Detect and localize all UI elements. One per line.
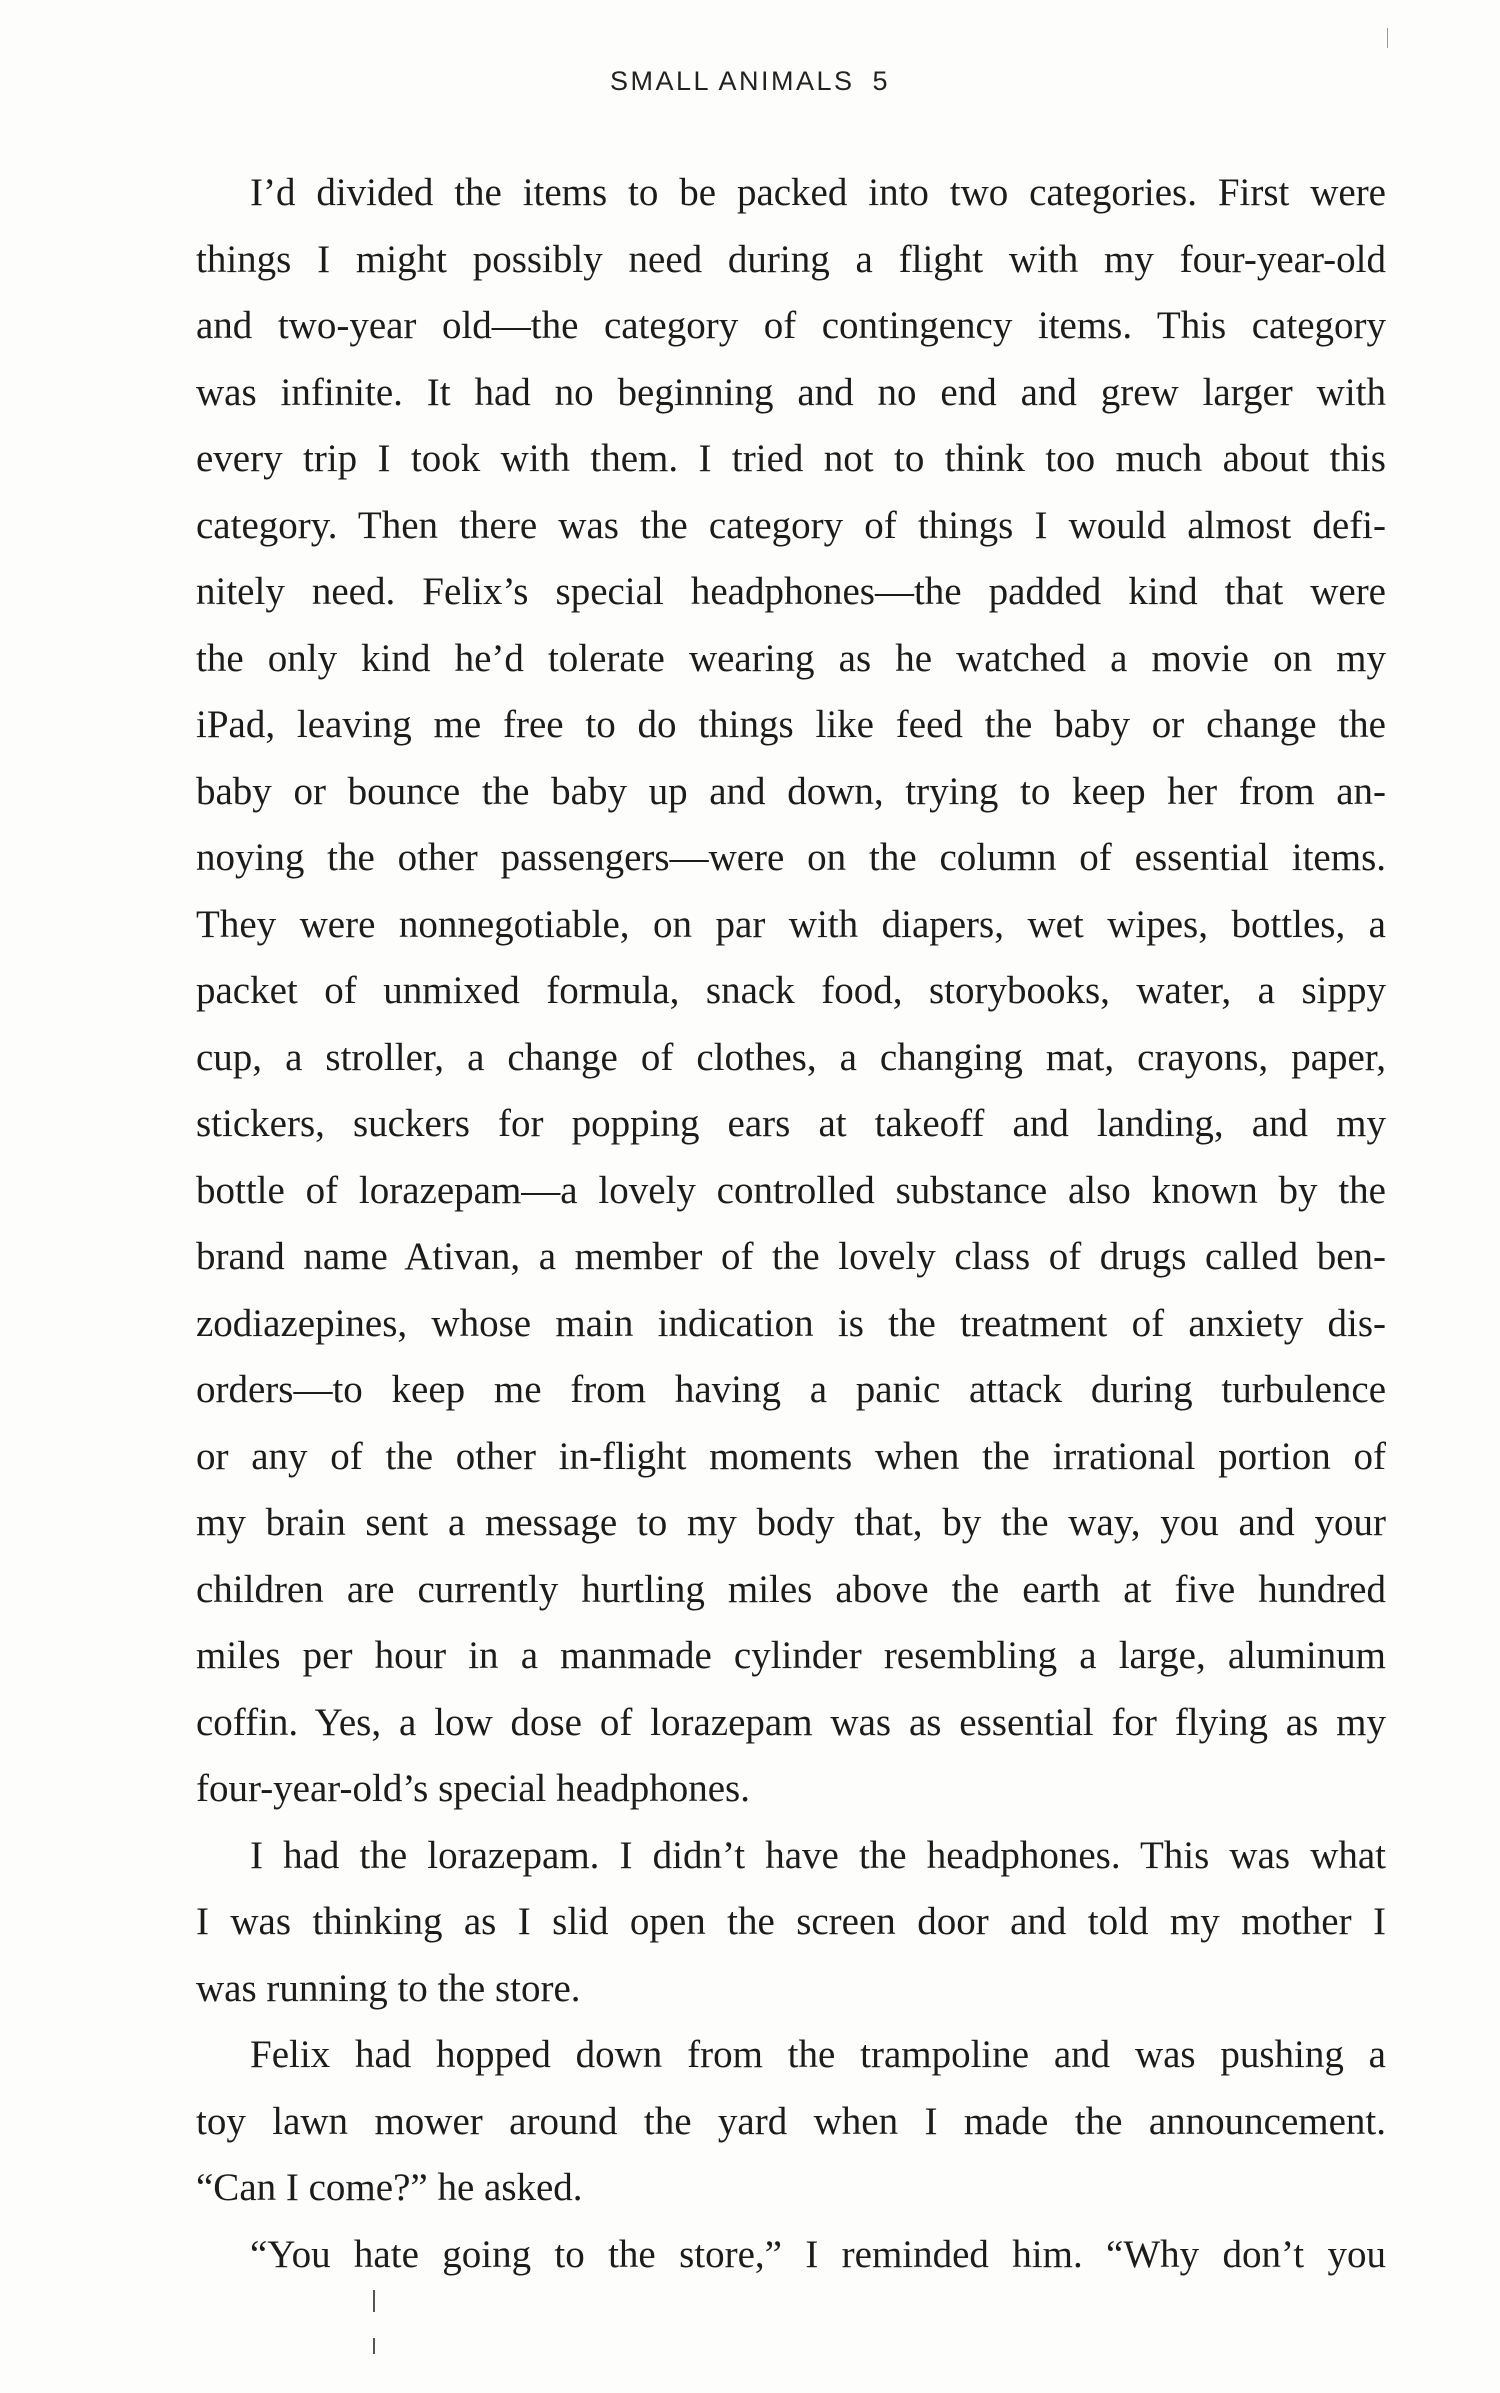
text-line: iPad, leaving me free to do things like feed the baby or change the [196, 703, 1386, 746]
text-line: or any of the other in-flight moments when the irrational portion of [196, 1434, 1386, 1478]
text-line: “Can I come?” he asked. [196, 2166, 583, 2209]
page-number: 5 [872, 66, 891, 96]
text-line: miles per hour in a manmade cylinder resembling a large, aluminum [196, 1634, 1386, 1677]
running-head [0, 66, 1500, 97]
scan-mark [1387, 28, 1388, 48]
text-line: nitely need. Felix’s special headphones—the padded kind that were [196, 570, 1386, 613]
book-title: SMALL ANIMALS [609, 66, 855, 96]
text-line: They were nonnegotiable, on par with diapers, wet wipes, bottles, a [196, 902, 1386, 946]
text-line: and two-year old—the category of contingency items. This category [196, 304, 1386, 347]
body-text [196, 160, 1386, 2288]
text-line: was infinite. It had no beginning and no end and grew larger with [196, 370, 1386, 414]
scan-mark [373, 2338, 375, 2354]
text-line: noying the other passengers—were on the column of essential items. [196, 836, 1386, 879]
text-line: toy lawn mower around the yard when I made the announcement. [196, 2099, 1386, 2143]
text-line: the only kind he’d tolerate wearing as he watched a movie on my [196, 636, 1386, 680]
text-line: brand name Ativan, a member of the lovely class of drugs called ben- [196, 1235, 1386, 1278]
scan-mark [373, 2290, 375, 2312]
text-line: cup, a stroller, a change of clothes, a changing mat, crayons, paper, [196, 1035, 1386, 1079]
text-line: stickers, suckers for popping ears at takeoff and landing, and my [196, 1102, 1386, 1145]
text-line: coffin. Yes, a low dose of lorazepam was as essential for flying as my [196, 1700, 1386, 1744]
text-line: my brain sent a message to my body that, by the way, you and your [196, 1501, 1386, 1544]
text-line: bottle of lorazepam—a lovely controlled substance also known by the [196, 1168, 1386, 1212]
text-line: every trip I took with them. I tried not to think too much about this [196, 437, 1386, 480]
text-line: “You hate going to the store,” I reminded him. “Why don’t you [250, 2232, 1386, 2276]
text-line: category. Then there was the category of things I would almost defi- [196, 503, 1386, 547]
text-line: baby or bounce the baby up and down, trying to keep her from an- [196, 769, 1386, 813]
text-line: packet of unmixed formula, snack food, storybooks, water, a sippy [196, 969, 1386, 1012]
text-line: I’d divided the items to be packed into two categories. First were [250, 171, 1386, 214]
text-line: I had the lorazepam. I didn’t have the headphones. This was what [250, 1833, 1386, 1877]
text-line: orders—to keep me from having a panic attack during turbulence [196, 1368, 1386, 1411]
text-line: was running to the store. [196, 1966, 581, 2010]
text-line: four-year-old’s special headphones. [196, 1767, 750, 1810]
text-line: things I might possibly need during a flight with my four-year-old [196, 237, 1386, 281]
text-line: zodiazepines, whose main indication is the treatment of anxiety dis- [196, 1301, 1386, 1345]
text-line: I was thinking as I slid open the screen door and told my mother I [196, 1900, 1386, 1943]
text-line: children are currently hurtling miles above the earth at five hundred [196, 1567, 1386, 1611]
text-line: Felix had hopped down from the trampoline and was pushing a [250, 2033, 1386, 2076]
